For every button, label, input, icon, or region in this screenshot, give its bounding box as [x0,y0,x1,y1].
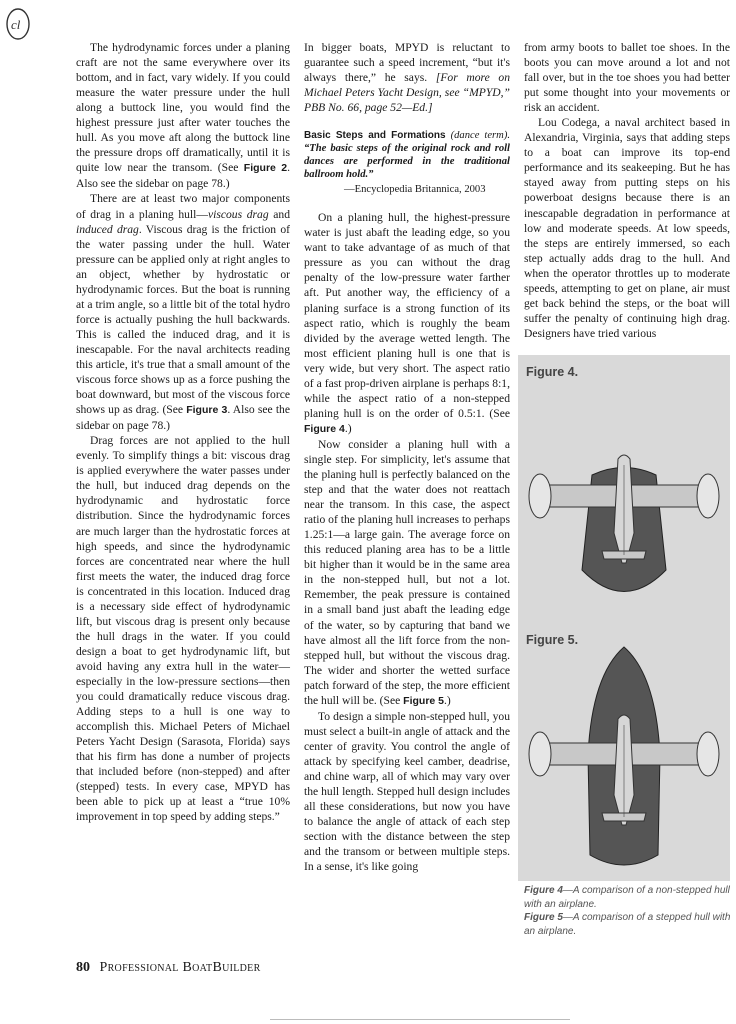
page-number: 80 [76,960,90,975]
margin-stamp-mark [4,6,34,42]
paragraph: Lou Codega, a naval architect based in Alexandria, Virginia, says that adding steps to a boat can improve its top-end performance and its seakeeping. But he has stayed away from putting steps on his powerboat designs because there is an inescapable degradation in performance at low and moderate speeds. At low speeds, the steps are entirely immersed, so each step actually adds drag to the hull. And when the operator throttles up to moderate speeds, attempting to get on plane, air must get back behind the steps, or the boat will suffer the penalty of continuing high drag. Designers have tried various [524,116,730,340]
page-footer [76,960,261,976]
bottom-rule [270,1019,570,1020]
figure-4-drawing [529,455,719,592]
text-column-2 [304,40,510,874]
definition-source: —Encyclopedia Britannica, 2003 [344,184,486,196]
paragraph: On a planing hull, the highest-pressure water is just abaft the leading edge, so you want to take advantage of as much of that pressure as you can without the drag penalty of the low-pressure water farther aft. Put another way, the efficiency of a planing surface is a strong function of its aspect ratio, which is roughly the beam divided by the average wetted length. The most efficient planing hull is one that is very wide, but very short. The aspect ratio of a fast prop-driven airplane is perhaps 8:1, while the aspect ratio of a non-stepped planing hull is on the order of 0.5:1. (See Figure 4.) [304,211,510,435]
paragraph: Drag forces are not applied to the hull evenly. To simplify things a bit: viscous drag is applied everywhere the water passes under the hull, but induced drag depends on the hydrodynamic and hydrostatic force distribution. Since the hydrodynamic forces are much larger than the hydrostatic forces at high speeds, and since the hydrodynamic forces are concentrated near where the hull first meets the water, the induced drag force is concentrated in this location. Induced drag is a necessary side effect of hydrodynamic lift, but viscous drag is present only because the hull drags in the water. If you could design a boat to get hydrodynamic lift, but avoid having any extra hull in the water—especially in the low-pressure sections—then you could dramatically reduce viscous drag. Adding steps to a hull is one way to accomplish this. Michael Peters of Michael Peters Yacht Design (Sarasota, Florida) says that his firm has done a number of projects that included before (non-stepped) and after (stepped) tests. In every case, MPYD has been able to pick up at least a “true 10% improvement in top speed by adding steps.” [76,434,290,824]
figure-panel [518,355,730,881]
paragraph: The hydrodynamic forces under a planing craft are not the same everywhere over its bottom, and in fact, vary widely. If you could measure the water pressure under the hull along a buttock line, you would find the highest pressure just after water touches the hull. As you move aft along the buttock line the pressure drops off dramatically, until it is quite low near the transom. (See Figure 2. Also see the sidebar on page 78.) [76,41,291,191]
paragraph: To design a simple non-stepped hull, you must select a built-in angle of attack and the center of gravity. You control the angle of attack by specifying keel camber, deadrise, and chine warp, all of which may vary over the hull length. Stepped hull design includes all these considerations, but now you have to balance the angle of attack of each step section with the distance between the step and the transom or between multiple steps. In a sense, it's like going [304,709,510,874]
figure-4-label: Figure 4. [526,365,579,379]
figure-5-label: Figure 5. [526,633,579,647]
text-column-3 [524,40,730,341]
svg-text:cl: cl [11,17,21,32]
definition-sidebar: Basic Steps and Formations (dance term). “The basic steps of the original rock and roll dances are performed in the traditional ballroom hold.” —Encyclopedia Britannica, 2003 [304,130,510,196]
paragraph: Now consider a planing hull with a single step. For simplicity, let's assume that the planing hull is perfectly balanced on the step and that the water does not reattach near the transom. In this case, the aspect ratio of the planing hull increases to perhaps 1.25:1—a large gain. The average force on this reduced planing area has to be a little bit higher than it would be in the same area in the non-stepped hull, but not a lot. Remember, the peak pressure is contained in a small band just abaft the leading edge of the water, so by capturing that band we have almost all the lift force from the non-stepped hull, but without the viscous drag. The wider and shorter the wetted surface patch forward of the step, the more efficient the hull will be. (See Figure 5.) [304,437,510,707]
definition-quote: “The basic steps of the original rock and roll dances are performed in the traditional ballroom hold.” [304,143,510,181]
figure-caption: Figure 4—A comparison of a non-stepped hull with an airplane. Figure 5—A comparison of a stepped hull with an airplane. [524,885,731,937]
paragraph: There are at least two major components of drag in a planing hull—viscous drag and induced drag. Viscous drag is the friction of the water passing under the hull. Water pressure can be applied only at right angles to an object, whether by hydrostatic or hydrodynamic forces. But the boat is running at a trim angle, so a little bit of the total hydro force is actually pushing the hull backwards. This is called the induced drag, and it is inescapable. For the naval architects reading this article, it's true that a small amount of the viscous force shows up as a force pushing the boat downward, but most of the viscous force shows up as drag. (See Figure 3. Also see the sidebar on page 78.) [76,192,291,433]
definition-heading: Basic Steps and Formations [304,130,446,142]
paragraph: from army boots to ballet toe shoes. In the boots you can move around a lot and not fall over, but in the toe shoes you had better put some thought into your movements or risk an accident. [524,41,730,115]
figure-5-drawing [529,647,719,865]
text-column-1 [76,40,290,824]
paragraph: In bigger boats, MPYD is reluctant to guarantee such a speed increment, “but it's always there,” he says. [For more on Michael Peters Yacht Design, see “MPYD,” PBB No. 66, page 52—Ed.] [304,41,510,115]
magazine-name: Professional BoatBuilder [99,960,261,975]
hull-airplane-illustration [518,355,730,881]
